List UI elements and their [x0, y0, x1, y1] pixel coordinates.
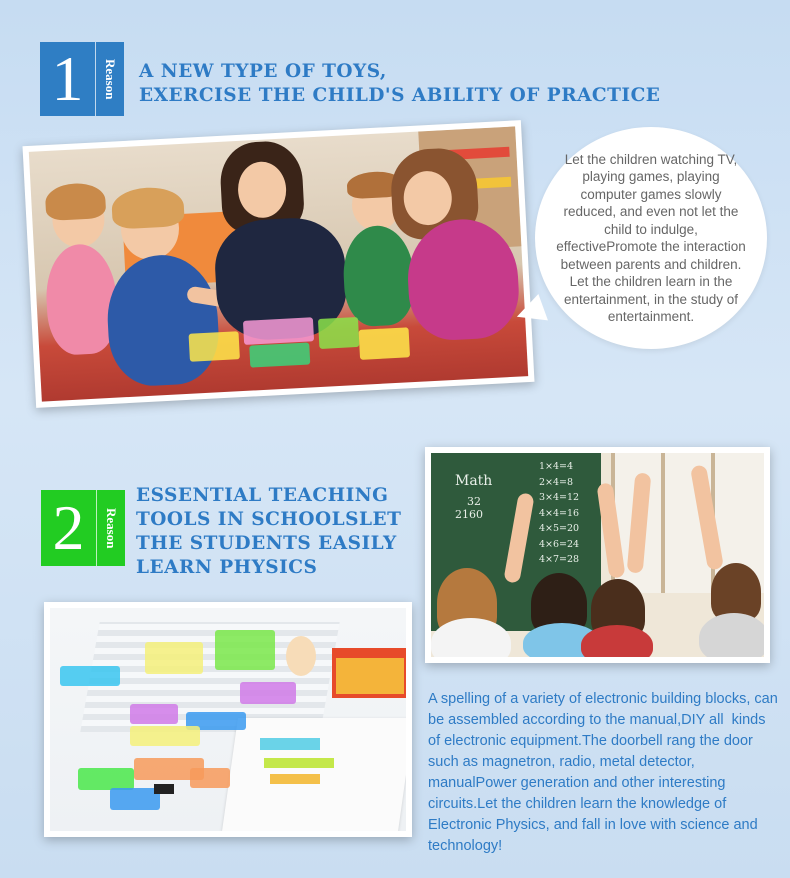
building-blocks-photo: [44, 602, 412, 837]
reason-1-heading: [139, 60, 660, 108]
speech-bubble-text: Let the children watching TV, playing games, playing computer games slowly reduced, and even not let the child to indulge, effectivePromote the interaction between parents and children. Let the children learn in the entertainment, in the study of entertainment.: [556, 151, 746, 324]
kids-playing-photo: [22, 120, 534, 408]
reason-2-description: A spelling of a variety of electronic building blocks, can be assembled according to the manual,DIY all kinds of electronic equipment.The doorbell rang the door such as magnetron, radio, metal detector, manualPower generation and other interesting circuits.Let the children learn the knowledge of Electronic Physics, and fall in love with science and technology!: [428, 691, 782, 854]
classroom-photo: [425, 447, 770, 663]
reason-1-number: 1: [51, 43, 84, 114]
reason-1-heading-line1: A NEW TYPE OF TOYS,: [139, 61, 387, 82]
reason-1-heading-line2: EXERCISE THE CHILD'S ABILITY OF PRACTICE: [139, 85, 661, 106]
chalkboard-word: Math: [455, 473, 493, 489]
reason-2-badge: [41, 490, 125, 566]
reason-2-heading-line4: LEARN PHYSICS: [136, 557, 318, 578]
reason-2-number: 2: [52, 492, 85, 563]
reason-2-heading-line3: THE STUDENTS EASILY: [136, 533, 397, 554]
reason-2-heading: [136, 484, 401, 580]
chalkboard-equations: 1×4=4 2×4=8 3×4=12 4×4=16 4×5=20 4×6=24 4×7=28: [539, 461, 580, 565]
reason-2-heading-line1: ESSENTIAL TEACHING: [136, 485, 389, 506]
reason-1-badge: [40, 42, 124, 116]
reason-2-heading-line2: TOOLS IN SCHOOLSLET: [136, 509, 402, 530]
reason-2-tag: Reason: [96, 490, 125, 566]
chalkboard-fraction: 32 2160: [455, 495, 483, 521]
speech-bubble: [535, 127, 767, 349]
reason-1-tag: Reason: [95, 42, 124, 116]
